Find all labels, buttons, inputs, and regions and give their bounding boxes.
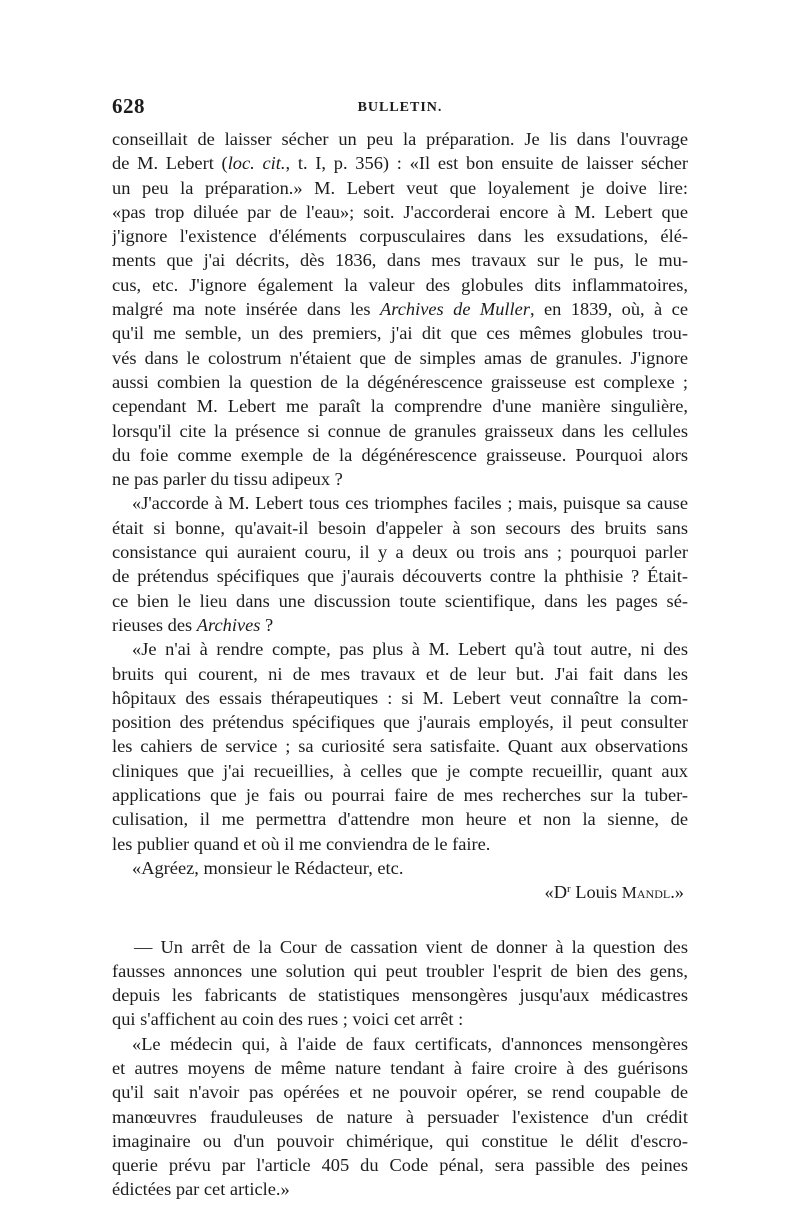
text-line: les cahiers de service ; sa curiosité sera satisfaite. Quant aux observations (112, 736, 688, 757)
text-line: — Un arrêt de la Cour de cassation vient de donner à la question des (134, 936, 688, 957)
citation-italic: loc. cit. (227, 153, 286, 174)
text-line: un peu la préparation.» M. Lebert veut que loyalement je doive lire: (112, 177, 688, 198)
text-line: position des prétendus spécifiques que j'aurais employés, il peut consulter (112, 712, 688, 733)
text-line: qu'il sait n'avoir pas opérées et ne pouvoir opérer, se rend coupable de (112, 1082, 688, 1103)
section-gap (112, 905, 688, 935)
closing-line: «Agréez, monsieur le Rédacteur, etc. (132, 857, 404, 878)
signature: «$D^r$ Louis Mandl.» (544, 882, 684, 903)
text-line: cependant M. Lebert me paraît la comprendre d'une manière singulière, (112, 396, 688, 417)
text-line: ne pas parler du tissu adipeux ? (112, 469, 343, 490)
text-line: applications que je fais ou pourrai faire de mes recherches sur la tuber- (112, 785, 688, 806)
text-line: de M. Lebert (loc. cit., t. I, p. 356) : «Il est bon ensuite de laisser sécher (112, 153, 688, 174)
book-page (112, 94, 688, 1202)
text-line: j'ignore l'existence d'éléments corpusculaires dans les exsudations, élé- (112, 226, 688, 247)
text-line: était si bonne, qu'avait-il besoin d'appeler à son secours des bruits sans (112, 517, 688, 538)
text-line: depuis les fabricants de statistiques mensongères jusqu'aux médicastres (112, 985, 688, 1006)
text-line: «J'accorde à M. Lebert tous ces triomphes faciles ; mais, puisque sa cause (132, 493, 688, 514)
text-line: malgré ma note insérée dans les Archives de Muller, en 1839, où, à ce (112, 299, 688, 320)
text-line: culisation, il me permettra d'attendre mon heure et non la sienne, de (112, 809, 688, 830)
text-line: qui s'affichent au coin des rues ; voici cet arrêt : (112, 1009, 464, 1030)
text-line: cus, etc. J'ignore également la valeur des globules dits inflammatoires, (112, 274, 688, 295)
text-line: rieuses des Archives ? (112, 614, 274, 635)
text-line: fausses annonces une solution qui peut troubler l'esprit de bien des gens, (112, 960, 688, 981)
text-line: imaginaire ou d'un pouvoir chimérique, qui constitue le délit d'escro- (112, 1130, 688, 1151)
text-line: aussi combien la question de la dégénérescence graisseuse est complexe ; (112, 371, 688, 392)
text-line: hôpitaux des essais thérapeutiques : si M. Lebert veut connaître la com- (112, 687, 688, 708)
text-line: vés dans le colostrum n'étaient que de simples amas de granules. J'ignore (112, 347, 688, 368)
text-line: consistance qui auraient couru, il y a deux ou trois ans ; pourquoi parler (112, 542, 688, 563)
text-line: bruits qui courent, ni de mes travaux et de leur but. J'ai fait dans les (112, 663, 688, 684)
text-line: de prétendus spécifiques que j'aurais découverts contre la phthisie ? Était- (112, 566, 688, 587)
text-line: qu'il me semble, un des premiers, j'ai dit que ces mêmes globules trou- (112, 323, 688, 344)
running-head (112, 94, 688, 124)
text-line: lorsqu'il cite la présence si connue de granules graisseux dans les cellules (112, 420, 688, 441)
text-line: ments que j'ai décrits, dès 1836, dans mes travaux sur le pus, le mu- (112, 250, 688, 271)
journal-title-italic: Archives (196, 614, 261, 635)
text-line: édictées par cet article.» (112, 1179, 290, 1200)
text-line: du foie comme exemple de la dégénérescence graisseuse. Pourquoi alors (112, 444, 688, 465)
running-title: BULLETIN. (357, 100, 443, 115)
body-text (112, 127, 688, 1202)
text-line: «pas trop diluée par de l'eau»; soit. J'accorderai encore à M. Lebert que (112, 201, 688, 222)
text-line: les publier quand et où il me conviendra de le faire. (112, 833, 491, 854)
page-number: 628 (112, 94, 145, 118)
text-line: cliniques que j'ai recueillies, à celles que je compte recueillir, quant aux (112, 760, 688, 781)
text-line: et autres moyens de même nature tendant à faire croire à des guérisons (112, 1057, 688, 1078)
text-line: manœuvres frauduleuses de nature à persuader l'existence d'un crédit (112, 1106, 688, 1127)
text-line: conseillait de laisser sécher un peu la préparation. Je lis dans l'ouvrage (112, 129, 688, 149)
text-line: querie prévu par l'article 405 du Code pénal, sera passible des peines (112, 1155, 688, 1176)
text-line: «Le médecin qui, à l'aide de faux certificats, d'annonces mensongères (132, 1033, 688, 1054)
text-line: ce bien le lieu dans une discussion toute scientifique, dans les pages sé- (112, 590, 688, 611)
text-line: «Je n'ai à rendre compte, pas plus à M. Lebert qu'à tout autre, ni des (132, 639, 688, 660)
journal-title-italic: Archives de Muller (380, 299, 530, 320)
